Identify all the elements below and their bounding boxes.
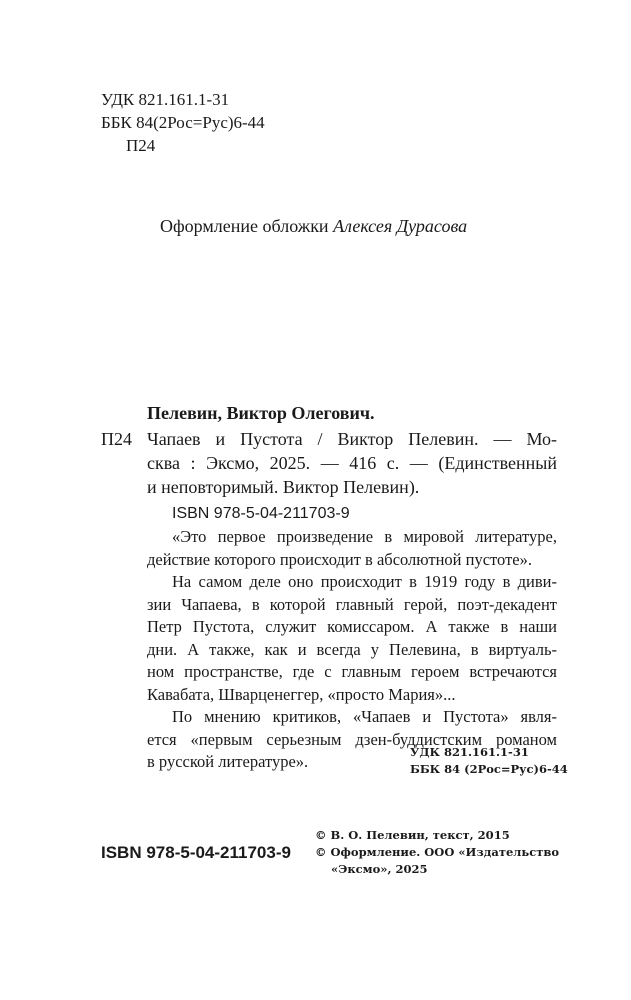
copyright-design: © Оформление. ООО «Издательство bbox=[315, 845, 559, 859]
top-classification-codes bbox=[101, 88, 265, 157]
bbk-code-bottom: ББК 84 (2Рос=Рус)6-44 bbox=[410, 762, 568, 776]
annotation-line: ном пространстве, где с главным героем встречаются bbox=[147, 662, 557, 681]
cover-design-credit bbox=[160, 214, 467, 238]
isbn-footer: ISBN 978-5-04-211703-9 bbox=[101, 843, 291, 862]
biblio-line: Чапаев и Пустота / Виктор Пелевин. — Мо- bbox=[147, 429, 557, 449]
annotation-line: «Это первое произведение в мировой литературе, bbox=[172, 527, 557, 546]
cover-artist-name: Алексея Дурасова bbox=[333, 216, 468, 236]
copyright-design-cont: «Эксмо», 2025 bbox=[331, 862, 428, 876]
annotation-line: действие которого происходит в абсолютной пустоте». bbox=[147, 549, 532, 569]
biblio-line: и неповторимый. Виктор Пелевин). bbox=[147, 477, 420, 497]
author-mark: П24 bbox=[126, 136, 156, 155]
annotation-line: в русской литературе». bbox=[147, 752, 309, 771]
record-author-mark: П24 bbox=[101, 429, 132, 449]
annotation-line: зии Чапаева, в которой главный герой, поэт-декадент bbox=[147, 594, 557, 614]
annotation-line: Петр Пустота, служит комиссаром. А также в наши bbox=[147, 617, 557, 636]
annotation-line: На самом деле оно происходит в 1919 году в диви- bbox=[172, 572, 557, 591]
bbk-code: ББК 84(2Рос=Рус)6-44 bbox=[101, 113, 265, 132]
bottom-classification-codes bbox=[410, 744, 568, 778]
annotation-line: Кавабата, Шварценеггер, «просто Мария»... bbox=[147, 684, 456, 704]
udk-code-bottom: УДК 821.161.1-31 bbox=[410, 745, 529, 759]
annotation-line: По мнению критиков, «Чапаев и Пустота» явля- bbox=[172, 707, 557, 726]
cover-credit-prefix: Оформление обложки bbox=[160, 216, 329, 236]
copyright-notice bbox=[315, 827, 559, 878]
udk-code: УДК 821.161.1-31 bbox=[101, 90, 230, 109]
copyright-text: © В. О. Пелевин, текст, 2015 bbox=[315, 828, 510, 842]
annotation-line: дни. А также, как и всегда у Пелевина, в виртуаль- bbox=[147, 639, 557, 659]
annotation-line: ется «первым серьезным дзен-буддистским романом bbox=[147, 729, 557, 749]
author-heading: Пелевин, Виктор Олегович. bbox=[147, 403, 375, 423]
annotation bbox=[147, 526, 557, 774]
bibliographic-description bbox=[147, 427, 557, 499]
biblio-line: сква : Эксмо, 2025. — 416 с. — (Единственный bbox=[147, 453, 557, 473]
record-isbn: ISBN 978-5-04-211703-9 bbox=[172, 505, 350, 522]
